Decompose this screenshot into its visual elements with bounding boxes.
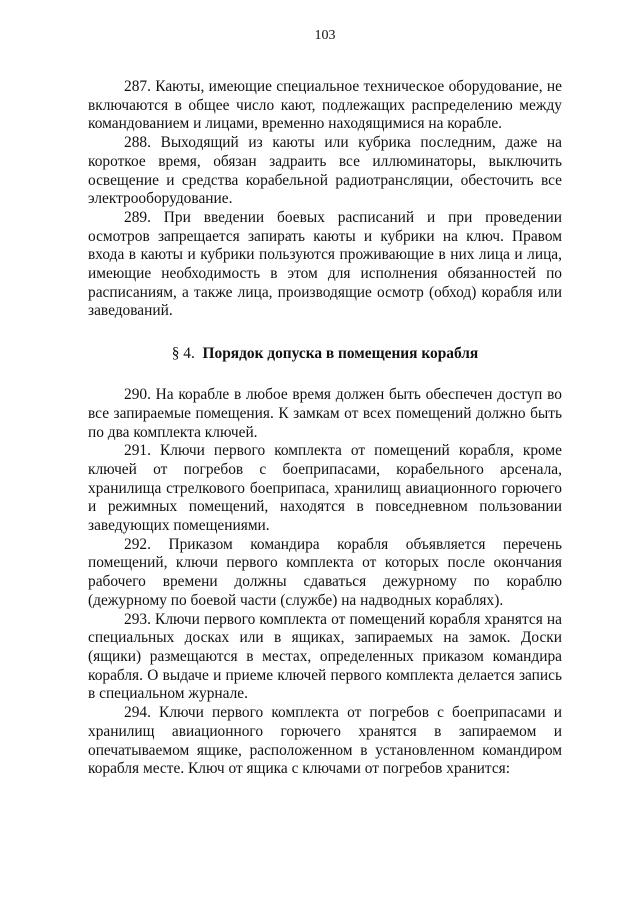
section-title: Порядок допуска в помещения корабля (202, 345, 479, 363)
paragraph-293: 293. Ключи первого комплекта от помещений корабля хранятся на специальных досках или в ящиках, запираемых на замок. Доски (ящики) размещаются в местах, определенных приказом командира корабля. О выдаче и приеме ключей первого комплекта делается запись в специальном журнале. (88, 610, 562, 703)
document-page (88, 26, 562, 779)
paragraph-287: 287. Каюты, имеющие специальное техническое оборудование, не включаются в общее число кают, подлежащих распределению между командованием и лицами, временно находящимися на корабле. (88, 78, 562, 133)
paragraph-288: 288. Выходящий из каюты или кубрика последним, даже на короткое время, обязан задраить все иллюминаторы, выключить освещение и средства корабельной радиотрансляции, обесточить все электрооборудование. (88, 134, 562, 208)
paragraph-292: 292. Приказом командира корабля объявляется перечень помещений, ключи первого комплекта от которых после окончания рабочего времени должны сдаваться дежурному по кораблю (дежурному по боевой части (службе) на надводных кораблях). (88, 535, 562, 609)
section-number: § 4. (171, 345, 195, 363)
section-heading (88, 344, 562, 364)
paragraph-290: 290. На корабле в любое время должен быть обеспечен доступ во все запираемые помещения. К замкам от всех помещений должно быть по два комплекта ключей. (88, 386, 562, 441)
paragraph-289: 289. При введении боевых расписаний и при проведении осмотров запрещается запирать каюты и кубрики на ключ. Правом входа в каюты и кубрики пользуются проживающие в них лица и лица, имеющие необходимость в этом для исполнения обязанностей по расписаниям, а также лица, производящие осмотр (обход) корабля или заведований. (88, 208, 562, 320)
paragraph-group-bottom (88, 386, 562, 779)
paragraph-294: 294. Ключи первого комплекта от погребов с боеприпасами и хранилищ авиационного горючего хранятся в запираемом и опечатываемом ящике, расположенном в установленном командиром корабля месте. Ключ от ящика с ключами от погребов хранится: (88, 704, 562, 778)
page-number: 103 (314, 28, 336, 43)
paragraph-291: 291. Ключи первого комплекта от помещений корабля, кроме ключей от погребов с боеприпасами, корабельного арсенала, хранилища стрелкового боеприпаса, хранилищ авиационного горючего и режимных помещений, находятся в повседневном пользовании заведующих помещениями. (88, 442, 562, 535)
paragraph-group-top (88, 78, 562, 321)
